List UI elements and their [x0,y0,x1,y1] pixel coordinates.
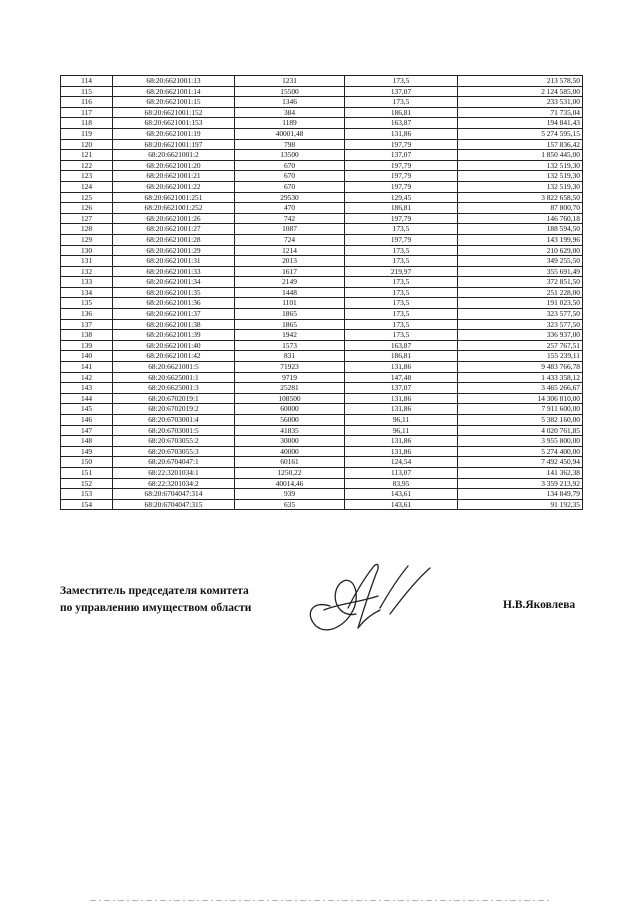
table-row [61,489,583,500]
amount-cell: 3 359 213,92 [458,478,583,489]
rate-cell: 163,87 [345,340,458,351]
table-row [61,181,583,192]
row-number-cell: 117 [61,107,113,118]
rate-cell: 186,81 [345,351,458,362]
rate-cell: 197,79 [345,213,458,224]
area-cell: 798 [235,139,345,150]
rate-cell: 173,5 [345,309,458,320]
row-number-cell: 139 [61,340,113,351]
rate-cell: 113,07 [345,467,458,478]
row-number-cell: 133 [61,277,113,288]
row-number-cell: 127 [61,213,113,224]
rate-cell: 137,07 [345,383,458,394]
area-cell: 60000 [235,404,345,415]
signatory-name: Н.В.Яковлева [503,599,576,611]
land-parcel-table [60,75,583,510]
table-row [61,128,583,139]
row-number-cell: 149 [61,446,113,457]
area-cell: 25281 [235,383,345,394]
area-cell: 60161 [235,457,345,468]
amount-cell: 323 577,50 [458,319,583,330]
signatory-position-line-2: по управлению имуществом области [60,602,252,614]
table-row [61,97,583,108]
table-row [61,340,583,351]
cadastral-number-cell: 68:20:6621001:2 [113,150,235,161]
table-row [61,319,583,330]
amount-cell: 233 531,00 [458,97,583,108]
rate-cell: 143,61 [345,489,458,500]
rate-cell: 173,5 [345,76,458,87]
row-number-cell: 137 [61,319,113,330]
amount-cell: 336 937,00 [458,330,583,341]
amount-cell: 2 124 585,00 [458,86,583,97]
amount-cell: 5 274 400,00 [458,446,583,457]
area-cell: 670 [235,171,345,182]
rate-cell: 124,54 [345,457,458,468]
amount-cell: 157 836,42 [458,139,583,150]
cadastral-number-cell: 68:20:6621001:26 [113,213,235,224]
area-cell: 670 [235,181,345,192]
table-row [61,287,583,298]
amount-cell: 14 306 810,00 [458,393,583,404]
table-row [61,139,583,150]
cadastral-number-cell: 68:20:6621001:28 [113,234,235,245]
rate-cell: 83,95 [345,478,458,489]
area-cell: 939 [235,489,345,500]
area-cell: 2149 [235,277,345,288]
area-cell: 41835 [235,425,345,436]
row-number-cell: 123 [61,171,113,182]
row-number-cell: 136 [61,309,113,320]
amount-cell: 1 850 445,00 [458,150,583,161]
amount-cell: 91 192,35 [458,499,583,510]
table-row [61,245,583,256]
area-cell: 1448 [235,287,345,298]
row-number-cell: 116 [61,97,113,108]
amount-cell: 87 800,70 [458,203,583,214]
cadastral-number-cell: 68:20:6621001:39 [113,330,235,341]
row-number-cell: 122 [61,160,113,171]
area-cell: 1346 [235,97,345,108]
cadastral-number-cell: 68:20:6621001:15 [113,97,235,108]
amount-cell: 355 691,49 [458,266,583,277]
cadastral-number-cell: 68:20:6621001:153 [113,118,235,129]
amount-cell: 213 578,50 [458,76,583,87]
table-row [61,192,583,203]
rate-cell: 173,5 [345,256,458,267]
cadastral-number-cell: 68:20:6704047:314 [113,489,235,500]
cadastral-number-cell: 68:20:6621001:22 [113,181,235,192]
area-cell: 9719 [235,372,345,383]
area-cell: 56000 [235,415,345,426]
cadastral-number-cell: 68:20:6703001:5 [113,425,235,436]
rate-cell: 137,07 [345,86,458,97]
cadastral-number-cell: 68:20:6621001:34 [113,277,235,288]
row-number-cell: 114 [61,76,113,87]
area-cell: 1865 [235,309,345,320]
table-row [61,86,583,97]
cadastral-number-cell: 68:20:6703055:2 [113,436,235,447]
table-row [61,499,583,510]
row-number-cell: 115 [61,86,113,97]
area-cell: 40000 [235,446,345,457]
area-cell: 71923 [235,362,345,373]
row-number-cell: 118 [61,118,113,129]
table-row [61,118,583,129]
cadastral-number-cell: 68:20:6621001:40 [113,340,235,351]
area-cell: 1250,22 [235,467,345,478]
cadastral-number-cell: 68:22:3201034:2 [113,478,235,489]
row-number-cell: 119 [61,128,113,139]
amount-cell: 191 023,50 [458,298,583,309]
rate-cell: 129,45 [345,192,458,203]
area-cell: 635 [235,499,345,510]
area-cell: 1087 [235,224,345,235]
area-cell: 40001,48 [235,128,345,139]
amount-cell: 71 735,04 [458,107,583,118]
amount-cell: 146 760,18 [458,213,583,224]
rate-cell: 173,5 [345,298,458,309]
area-cell: 1231 [235,76,345,87]
area-cell: 1865 [235,319,345,330]
area-cell: 470 [235,203,345,214]
row-number-cell: 150 [61,457,113,468]
table-row [61,171,583,182]
table-row [61,415,583,426]
table-body [61,76,583,510]
amount-cell: 132 519,30 [458,160,583,171]
cadastral-number-cell: 68:20:6621001:19 [113,128,235,139]
amount-cell: 141 362,38 [458,467,583,478]
rate-cell: 219,97 [345,266,458,277]
amount-cell: 372 851,50 [458,277,583,288]
row-number-cell: 125 [61,192,113,203]
row-number-cell: 152 [61,478,113,489]
cadastral-number-cell: 68:20:6621001:35 [113,287,235,298]
table-row [61,467,583,478]
rate-cell: 186,81 [345,107,458,118]
row-number-cell: 134 [61,287,113,298]
amount-cell: 323 577,50 [458,309,583,320]
cadastral-number-cell: 68:22:3201034:1 [113,467,235,478]
cadastral-number-cell: 68:20:6621001:42 [113,351,235,362]
row-number-cell: 143 [61,383,113,394]
row-number-cell: 138 [61,330,113,341]
rate-cell: 131,86 [345,436,458,447]
rate-cell: 173,5 [345,97,458,108]
row-number-cell: 140 [61,351,113,362]
row-number-cell: 148 [61,436,113,447]
cadastral-number-cell: 68:20:6702019:2 [113,404,235,415]
area-cell: 670 [235,160,345,171]
rate-cell: 147,48 [345,372,458,383]
table-row [61,351,583,362]
cadastral-number-cell: 68:20:6621001:20 [113,160,235,171]
amount-cell: 3 955 800,00 [458,436,583,447]
rate-cell: 186,81 [345,203,458,214]
area-cell: 15500 [235,86,345,97]
cadastral-number-cell: 68:20:6704047:315 [113,499,235,510]
cadastral-number-cell: 68:20:6621001:29 [113,245,235,256]
row-number-cell: 144 [61,393,113,404]
table-row [61,277,583,288]
amount-cell: 7 492 450,94 [458,457,583,468]
table-row [61,160,583,171]
table-row [61,330,583,341]
area-cell: 724 [235,234,345,245]
row-number-cell: 154 [61,499,113,510]
table-row [61,256,583,267]
amount-cell: 134 849,79 [458,489,583,500]
cadastral-number-cell: 68:20:6621001:14 [113,86,235,97]
cadastral-number-cell: 68:20:6621001:13 [113,76,235,87]
rate-cell: 173,5 [345,224,458,235]
rate-cell: 131,86 [345,393,458,404]
row-number-cell: 130 [61,245,113,256]
cadastral-number-cell: 68:20:6621001:37 [113,309,235,320]
row-number-cell: 124 [61,181,113,192]
signatory-position-line-1: Заместитель председателя комитета [60,585,249,597]
area-cell: 1573 [235,340,345,351]
rate-cell: 197,79 [345,171,458,182]
rate-cell: 197,79 [345,181,458,192]
cadastral-number-cell: 68:20:6621001:21 [113,171,235,182]
rate-cell: 197,79 [345,139,458,150]
area-cell: 29530 [235,192,345,203]
rate-cell: 173,5 [345,245,458,256]
rate-cell: 96,11 [345,425,458,436]
rate-cell: 131,86 [345,404,458,415]
row-number-cell: 126 [61,203,113,214]
table-row [61,362,583,373]
area-cell: 1214 [235,245,345,256]
rate-cell: 137,07 [345,150,458,161]
row-number-cell: 151 [61,467,113,478]
cadastral-number-cell: 68:20:6621001:152 [113,107,235,118]
amount-cell: 194 841,43 [458,118,583,129]
area-cell: 13500 [235,150,345,161]
amount-cell: 5 382 160,00 [458,415,583,426]
rate-cell: 173,5 [345,319,458,330]
table-row [61,457,583,468]
amount-cell: 4 020 761,85 [458,425,583,436]
rate-cell: 173,5 [345,277,458,288]
table-row [61,224,583,235]
row-number-cell: 141 [61,362,113,373]
row-number-cell: 153 [61,489,113,500]
table-row [61,203,583,214]
rate-cell: 197,79 [345,234,458,245]
table-row [61,107,583,118]
row-number-cell: 142 [61,372,113,383]
rate-cell: 173,5 [345,287,458,298]
cadastral-number-cell: 68:20:6621001:36 [113,298,235,309]
rate-cell: 131,86 [345,446,458,457]
amount-cell: 155 239,11 [458,351,583,362]
amount-cell: 132 519,30 [458,171,583,182]
handwritten-signature [290,548,450,648]
table-row [61,478,583,489]
area-cell: 831 [235,351,345,362]
area-cell: 1942 [235,330,345,341]
amount-cell: 132 519,30 [458,181,583,192]
rate-cell: 131,86 [345,128,458,139]
table-row [61,436,583,447]
signatory-position [60,583,251,617]
cadastral-number-cell: 68:20:6625001:3 [113,383,235,394]
area-cell: 2013 [235,256,345,267]
cadastral-number-cell: 68:20:6621001:197 [113,139,235,150]
table-row [61,234,583,245]
rate-cell: 163,87 [345,118,458,129]
amount-cell: 251 228,00 [458,287,583,298]
area-cell: 30000 [235,436,345,447]
cadastral-number-cell: 68:20:6621001:33 [113,266,235,277]
table-row [61,266,583,277]
rate-cell: 197,79 [345,160,458,171]
row-number-cell: 128 [61,224,113,235]
row-number-cell: 129 [61,234,113,245]
amount-cell: 3 465 266,67 [458,383,583,394]
amount-cell: 210 629,00 [458,245,583,256]
table-row [61,393,583,404]
amount-cell: 9 483 766,78 [458,362,583,373]
cadastral-number-cell: 68:20:6621001:38 [113,319,235,330]
amount-cell: 5 274 595,15 [458,128,583,139]
table-row [61,404,583,415]
rate-cell: 96,11 [345,415,458,426]
table-row [61,425,583,436]
cadastral-number-cell: 68:20:6703001:4 [113,415,235,426]
cadastral-number-cell: 68:20:6625001:1 [113,372,235,383]
area-cell: 1101 [235,298,345,309]
row-number-cell: 132 [61,266,113,277]
cadastral-number-cell: 68:20:6621001:251 [113,192,235,203]
table-row [61,383,583,394]
amount-cell: 7 911 600,00 [458,404,583,415]
row-number-cell: 120 [61,139,113,150]
amount-cell: 1 433 358,12 [458,372,583,383]
amount-cell: 257 767,51 [458,340,583,351]
table-row [61,372,583,383]
table-row [61,298,583,309]
amount-cell: 143 199,96 [458,234,583,245]
area-cell: 742 [235,213,345,224]
cadastral-number-cell: 68:20:6621001:5 [113,362,235,373]
area-cell: 1617 [235,266,345,277]
table-row [61,446,583,457]
cadastral-number-cell: 68:20:6621001:27 [113,224,235,235]
area-cell: 108500 [235,393,345,404]
scan-artifact-line [90,899,550,902]
table-row [61,150,583,161]
amount-cell: 3 822 658,50 [458,192,583,203]
table-row [61,76,583,87]
rate-cell: 173,5 [345,330,458,341]
cadastral-number-cell: 68:20:6702019:1 [113,393,235,404]
cadastral-number-cell: 68:20:6704047:1 [113,457,235,468]
cadastral-number-cell: 68:20:6621001:31 [113,256,235,267]
row-number-cell: 147 [61,425,113,436]
table-row [61,213,583,224]
area-cell: 1189 [235,118,345,129]
cadastral-number-cell: 68:20:6621001:252 [113,203,235,214]
cadastral-number-cell: 68:20:6703055:3 [113,446,235,457]
row-number-cell: 135 [61,298,113,309]
area-cell: 384 [235,107,345,118]
row-number-cell: 145 [61,404,113,415]
amount-cell: 188 594,50 [458,224,583,235]
row-number-cell: 146 [61,415,113,426]
rate-cell: 143,61 [345,499,458,510]
rate-cell: 131,86 [345,362,458,373]
row-number-cell: 121 [61,150,113,161]
amount-cell: 349 255,50 [458,256,583,267]
table-row [61,309,583,320]
row-number-cell: 131 [61,256,113,267]
area-cell: 40014,46 [235,478,345,489]
